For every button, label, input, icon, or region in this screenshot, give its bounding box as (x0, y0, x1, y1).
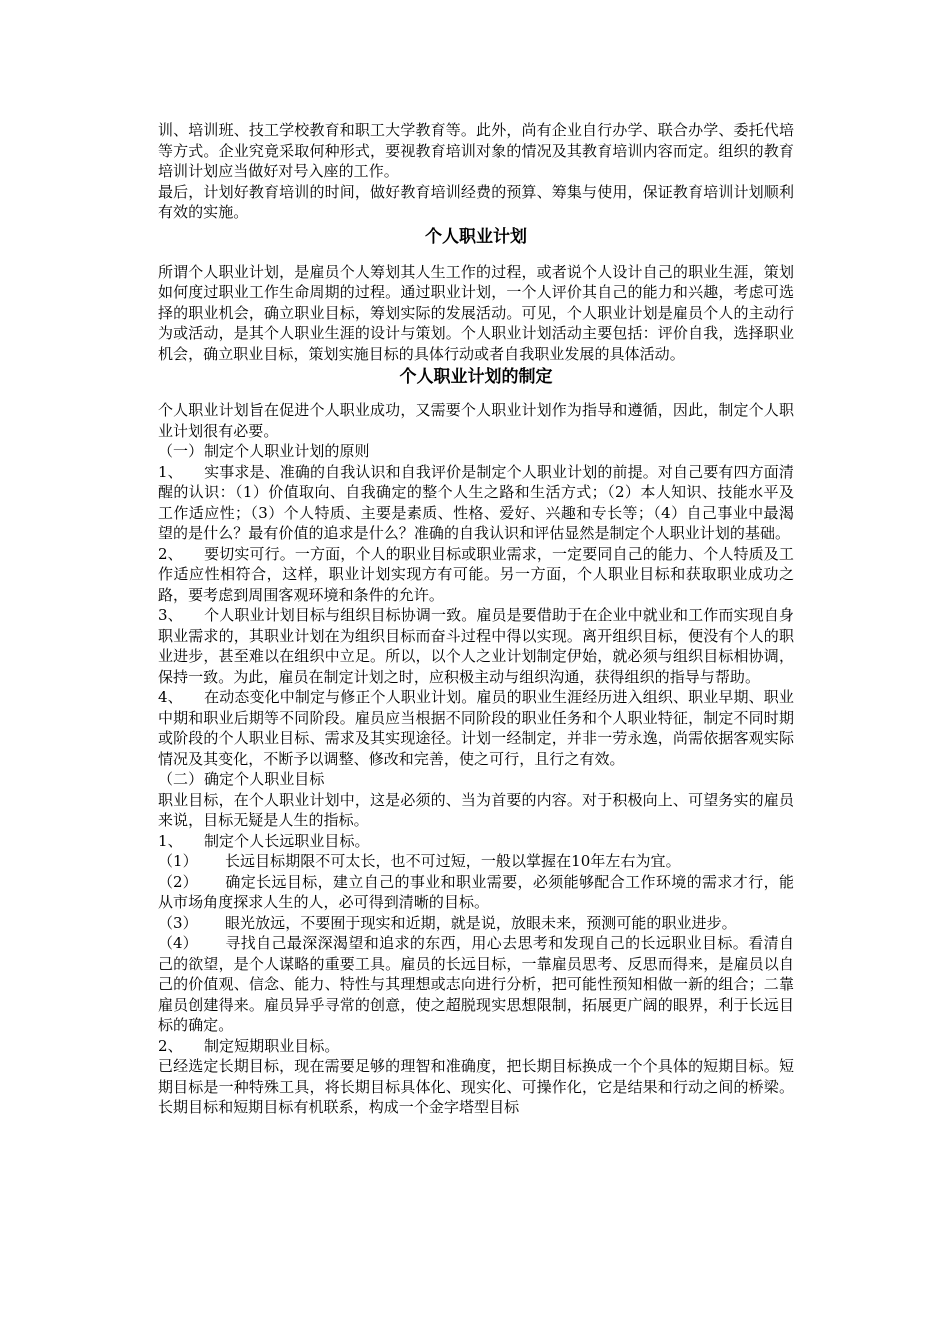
section-title-personal-career-plan: 个人职业计划 (425, 226, 527, 247)
long-term-goal-item (158, 851, 794, 872)
item-number: （2） (158, 872, 198, 891)
item-text: 眼光放远，不要囿于现实和近期，就是说，放眼未来，预测可能的职业进步。 (225, 913, 737, 932)
item-text: 确定长远目标，建立自己的事业和职业需要，必须能够配合工作环境的需求才行，能从市场角度探求人生的人，必可得到清晰的目标。 (158, 872, 794, 911)
item-text: 要切实可行。一方面，个人的职业目标或职业需求，一定要同自己的能力、个人特质及工作适应性相符合，这样，职业计划实现方有可能。另一方面，个人职业目标和获取职业成功之路，要考虑到周围客观环境和条件的允许。 (158, 544, 794, 604)
subheading-text: 确定个人职业目标 (204, 770, 325, 788)
short-term-goal-heading (158, 1036, 794, 1057)
paragraph-training-forms: 训、培训班、技工学校教育和职工大学教育等。此外，尚有企业自行办学、联合办学、委托代培等方式。企业究竟采取何种形式，要视教育培训对象的情况及其教育培训内容而定。组织的教育培训计划应当做好对号入座的工作。 (158, 121, 794, 180)
subheading-principles (158, 441, 794, 462)
item-number: 2、 (158, 544, 183, 563)
item-text: 寻找自己最深深渴望和追求的东西，用心去思考和发现自己的长远职业目标。看清自己的欲望，是个人谋略的重要工具。雇员的长远目标，一靠雇员思考、反思而得来，是雇员以自己的价值观、信念、能力、特性与其理想或志向进行分析，把可能性预知相做一新的组合；二靠雇员创建得来。雇员异乎寻常的创意，使之超脱现实思想限制，拓展更广阔的眼界，利于长远目标的确定。 (158, 934, 794, 1034)
long-term-goal-item (158, 872, 794, 913)
item-number: 2、 (158, 1036, 183, 1055)
long-term-goal-item (158, 933, 794, 1036)
principle-item (158, 462, 794, 544)
item-text: 在动态变化中制定与修正个人职业计划。雇员的职业生涯经历进入组织、职业早期、职业中期和职业后期等不同阶段。雇员应当根据不同阶段的职业任务和个人职业特征，制定不同时期或阶段的个人职业目标、需求及其实现途径。计划一经制定，并非一劳永逸，尚需依据客观实际情况及其变化，不断予以调整、修改和完善，使之可行，且行之有效。 (158, 688, 794, 768)
item-text: 制定短期职业目标。 (204, 1036, 340, 1055)
item-text: 制定个人长远职业目标。 (204, 831, 370, 850)
item-number: 4、 (158, 688, 183, 706)
item-number: 1、 (158, 831, 183, 850)
subheading-number: （一） (158, 442, 204, 460)
long-term-goal-item (158, 913, 794, 934)
item-number: 1、 (158, 462, 183, 481)
principle-item (158, 605, 794, 687)
document-body (158, 120, 794, 1118)
paragraph-goals-intro: 职业目标，在个人职业计划中，这是必须的、当为首要的内容。对于积极向上、可望务实的雇员来说，目标无疑是人生的指标。 (158, 790, 794, 829)
principle-item (158, 687, 794, 769)
item-number: （3） (158, 913, 198, 932)
item-text: 实事求是、准确的自我认识和自我评价是制定个人职业计划的前提。对自己要有四方面清醒的认识：（1）价值取向、自我确定的整个人生之路和生活方式；（2）本人知识、技能水平及工作适应性；（3）个人特质、主要是素质、性格、爱好、兴趣和专长等；（4）自己事业中最渴望的是什么？最有价值的追求是什么？准确的自我认识和评估显然是制定个人职业计划的基础。 (158, 462, 794, 542)
subheading-career-goals (158, 769, 794, 790)
subheading-text: 制定个人职业计划的原则 (204, 442, 370, 460)
item-text: 个人职业计划目标与组织目标协调一致。雇员是要借助于在企业中就业和工作而实现自身职业需求的，其职业计划在为组织目标而奋斗过程中得以实现。离开组织目标，便没有个人的职业进步，甚至难以在组织中立足。所以，以个人之业计划制定伊始，就必须与组织目标相协调，保持一致。为此，雇员在制定计划之时，应积极主动与组织沟通，获得组织的指导与帮助。 (158, 606, 794, 686)
paragraph-formulation-intro: 个人职业计划旨在促进个人职业成功，又需要个人职业计划作为指导和遵循，因此，制定个人职业计划很有必要。 (158, 401, 794, 440)
item-text: 长远目标期限不可太长，也不可过短，一般以掌握在10年左右为宜。 (225, 852, 681, 870)
item-number: 3、 (158, 606, 183, 624)
paragraph-plan-definition: 所谓个人职业计划，是雇员个人筹划其人生工作的过程，或者说个人设计自己的职业生涯，策划如何度过职业工作生命周期的过程。通过职业计划，一个人评价其自己的能力和兴趣，考虑可选择的职业机会，确立职业目标，筹划实际的发展活动。可见，个人职业计划是雇员个人的主动行为或活动，是其个人职业生涯的设计与策划。个人职业计划活动主要包括：评价自我，选择职业机会，确立职业目标，策划实施目标的具体行动或者自我职业发展的具体活动。 (158, 262, 794, 363)
item-number: （1） (158, 852, 198, 870)
long-term-goal-heading (158, 831, 794, 852)
paragraph-short-term-goal: 已经选定长期目标，现在需要足够的理智和准确度，把长期目标换成一个个具体的短期目标。短期目标是一种特殊工具，将长期目标具体化、现实化、可操作化，它是结果和行动之间的桥梁。长期目标和短期目标有机联系，构成一个金字塔型目标 (158, 1057, 794, 1116)
subheading-number: （二） (158, 770, 204, 788)
paragraph-training-budget: 最后，计划好教育培训的时间，做好教育培训经费的预算、筹集与使用，保证教育培训计划顺利有效的实施。 (158, 182, 794, 221)
section-title-plan-formulation: 个人职业计划的制定 (399, 367, 553, 387)
item-number: （4） (158, 934, 198, 952)
principle-item (158, 544, 794, 606)
